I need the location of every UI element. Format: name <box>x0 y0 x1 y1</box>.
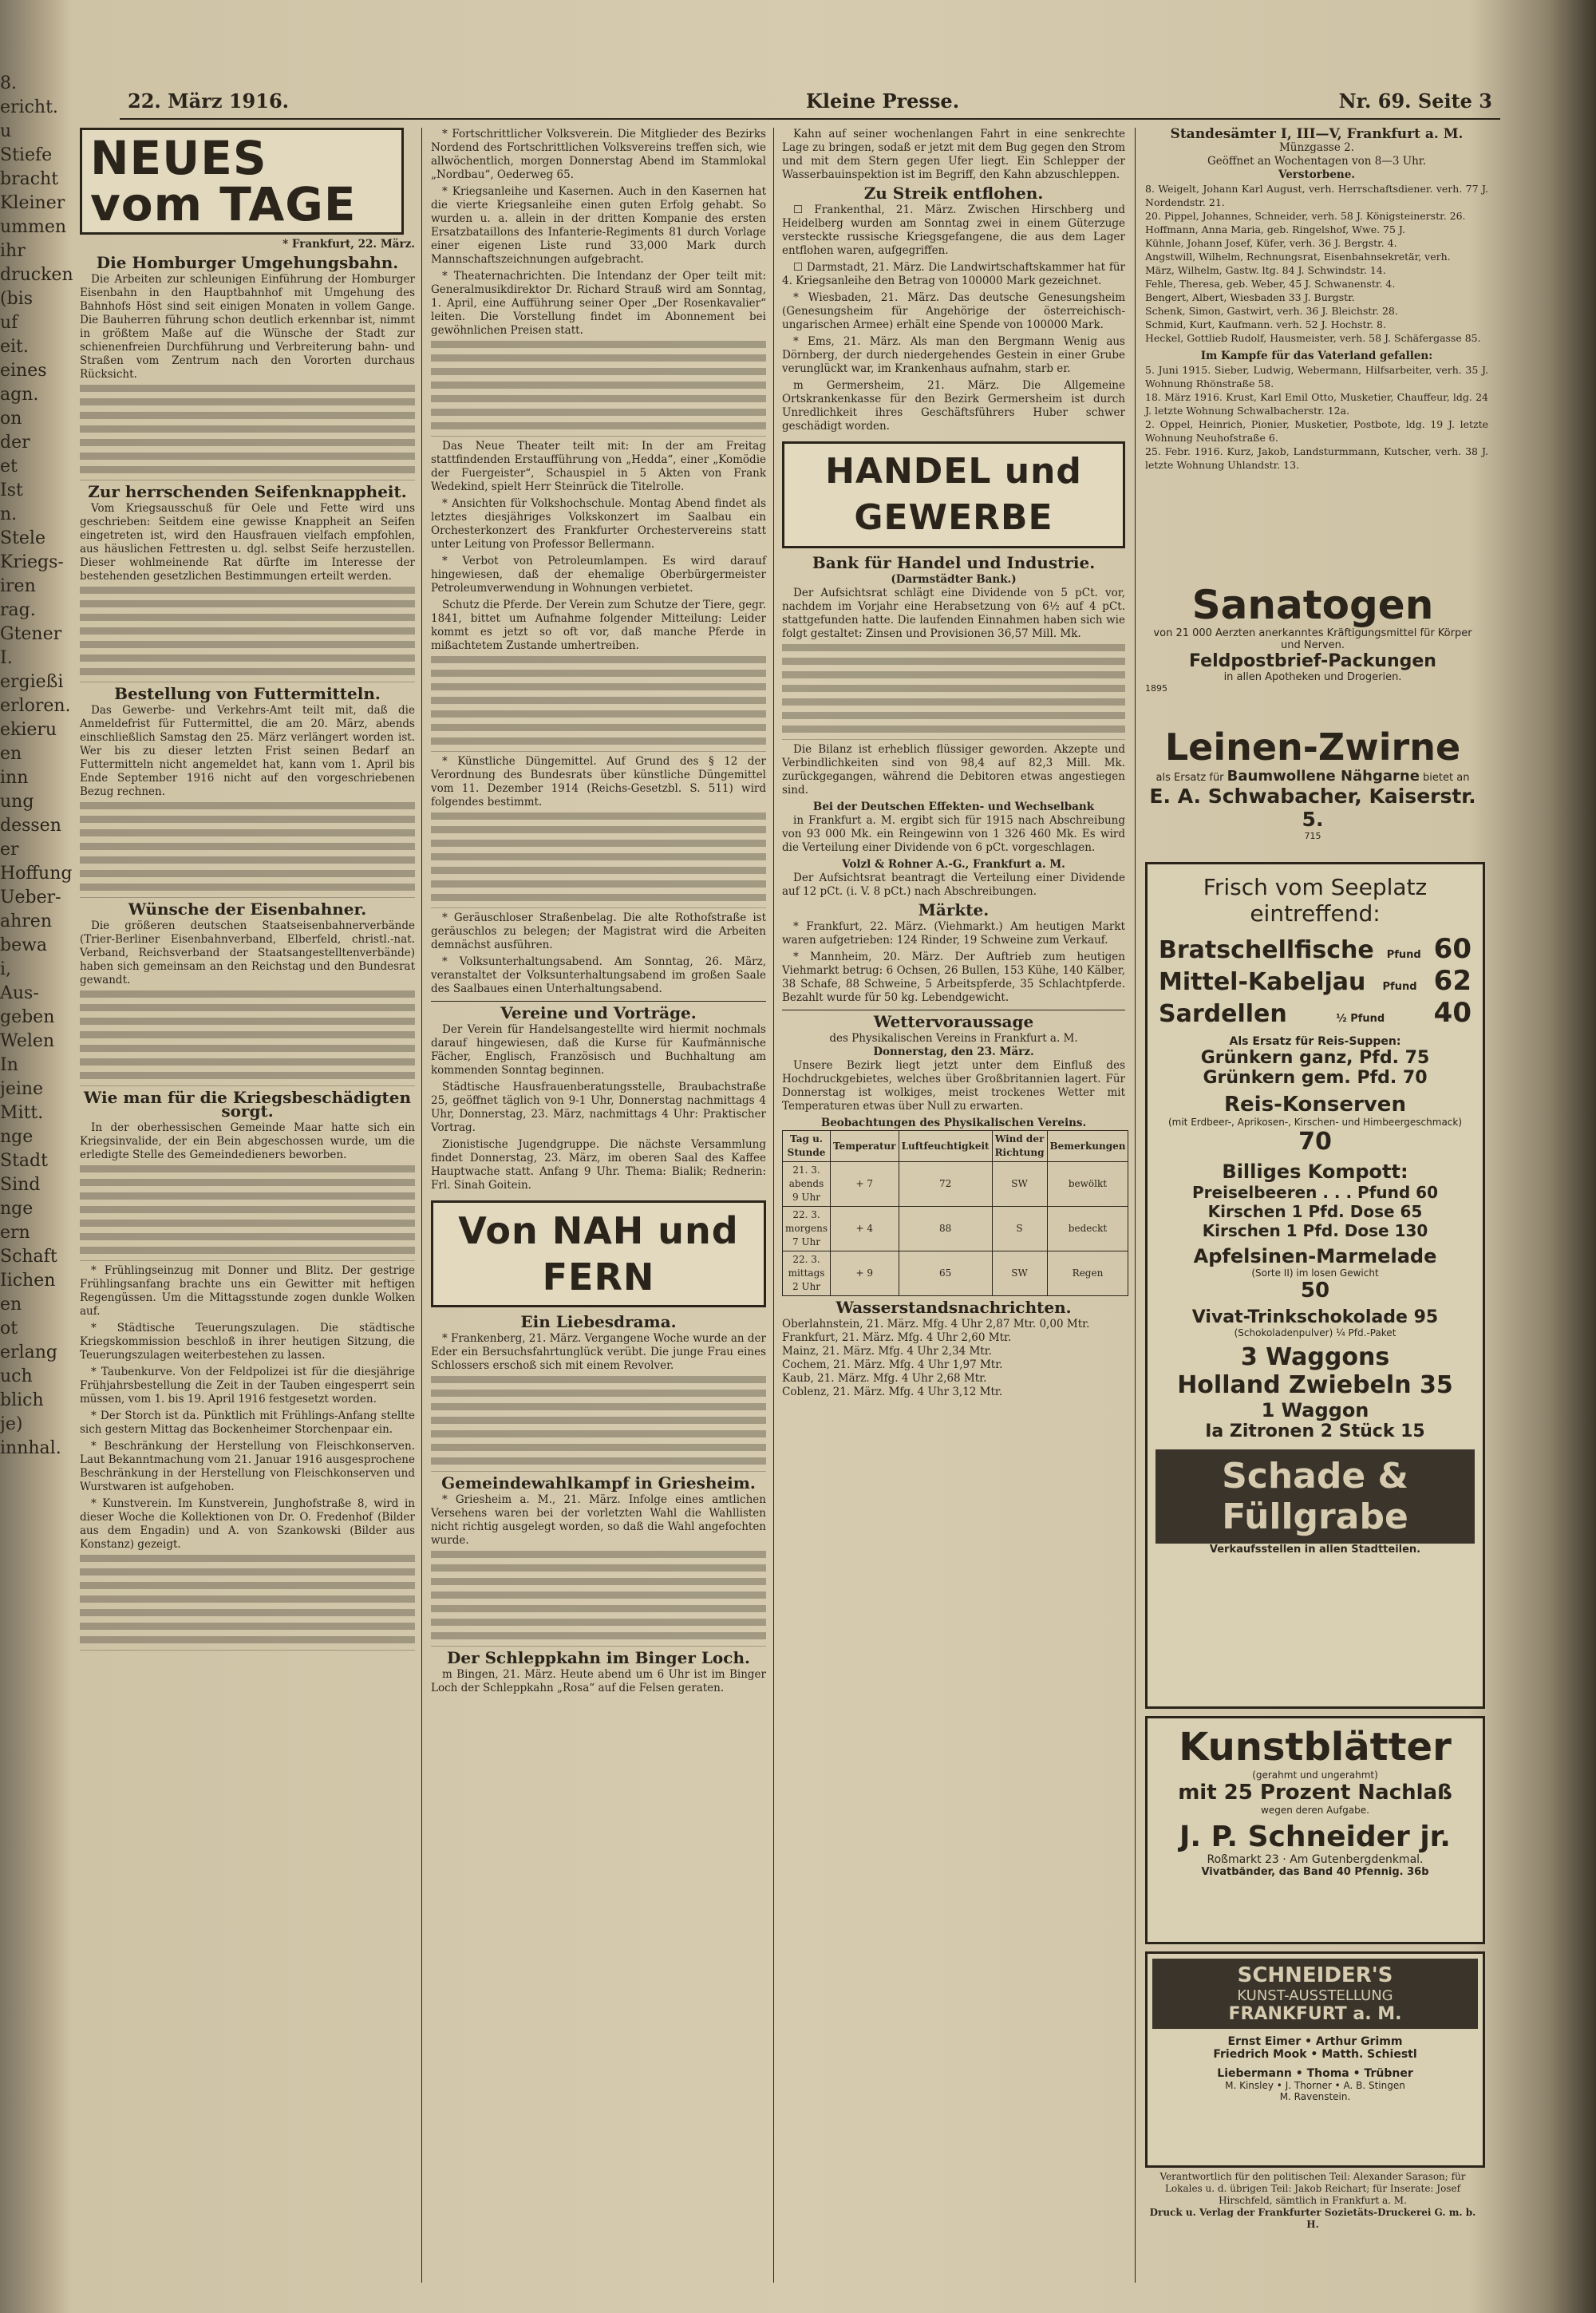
ad-text: als Ersatz für <box>1156 772 1224 784</box>
fragment-line: erloren. <box>0 696 71 716</box>
article-theater: * Theaternachrichten. Die Intendanz der Oper teilt mit: Generalmusikdirektor Dr. Richard Strauß wird am Sonntag, 1. April, eine Aufführung seiner Oper „Der Rosenkavalier“ leiten. Die Vorstellung findet im Abonnement bei gewöhnlichen Preisen statt. <box>431 270 766 337</box>
table-header: Luftfeuchtigkeit <box>899 1131 992 1162</box>
fragment-line: ot <box>0 1319 18 1338</box>
article-eisenbahner: Die größeren deutschen Staatseisenbahnerverbände (Trier-Berliner Eisenbahnverband, Elberfeld, christl.-nat. Verband, Reichsverband der Staatsangestelltenverbände) haben sich gemeinsam an den Reichstag und den Bundesrat gewandt. <box>80 919 415 986</box>
fragment-line: n. <box>0 504 18 524</box>
wetter-day: Donnerstag, den 23. März. <box>873 1046 1034 1058</box>
article-teuerung: * Städtische Teuerungszulagen. Die städtische Kriegskommission beschloß in ihrer heutigen Sitzung, die Teuerungszulagen weiterbestehen zu lassen. <box>80 1322 415 1362</box>
article-strassenbelag: * Geräuschloser Straßenbelag. Die alte Rothofstraße ist geräuschlos zu belegen; der Magistrat wird die Arbeiten demnächst ausführen. <box>431 911 766 951</box>
article-kriegsanleihe: * Kriegsanleihe und Kasernen. Auch in den Kasernen hat die vierte Kriegsanleihe einen guten Erfolg gehabt. So wurden u. a. allein in der dritten Kompanie des ersten Ersatzbataillons des Infanterie-Regiments 81 durch Vorlage einer eigenen Liste rund 33,000 Mark durch Mannschaftszeichnungen aufgebracht. <box>431 185 766 266</box>
table-cell: 88 <box>899 1207 992 1251</box>
fragment-line: Mitt. <box>0 1103 44 1123</box>
price-row <box>1159 997 1472 1029</box>
article-germersheim: m Germersheim, 21. März. Die Allgemeine Ortskrankenkasse für den Bezirk Germersheim ist durch Unredlichkeit ihres Geschäftsführers Huber schwer geschädigt worden. <box>782 379 1125 433</box>
price-row <box>1159 965 1472 997</box>
item-unit: Pfund <box>1382 981 1417 993</box>
ad-text: (mit Erdbeer-, Aprikosen-, Kirschen- und Himbeergeschmack) <box>1167 1117 1463 1128</box>
filler-text <box>431 1376 766 1472</box>
list-item: Schenk, Simon, Gastwirt, verh. 36 J. Bleichstr. 28. <box>1145 305 1398 317</box>
fragment-line: ummen <box>0 217 67 237</box>
ad-text: M. Ravenstein. <box>1279 2091 1351 2102</box>
fragment-line: on <box>0 409 22 429</box>
headline-eisenbahner: Wünsche der Eisenbahner. <box>128 900 367 919</box>
ad-text: in allen Apotheken und Drogerien. <box>1223 671 1402 683</box>
ad-code: 715 <box>1304 831 1321 841</box>
ad-text: Vivat-Trinkschokolade 95 <box>1191 1307 1439 1327</box>
table-cell: SW <box>992 1162 1047 1207</box>
list-item: Bengert, Albert, Wiesbaden 33 J. Burgstr. <box>1145 291 1355 303</box>
table-cell: bedeckt <box>1047 1207 1128 1251</box>
fragment-line: uch <box>0 1366 33 1386</box>
fragment-line: uf <box>0 313 18 333</box>
ad-title: Sanatogen <box>1191 582 1434 628</box>
list-item: Kühnle, Johann Josef, Küfer, verh. 36 J. Bergstr. 4. <box>1145 237 1397 249</box>
ad-firm: Schade & Füllgrabe <box>1156 1449 1475 1544</box>
wetter-source: des Physikalischen Vereins in Frankfurt a. M. <box>829 1032 1078 1045</box>
fragment-line: blich <box>0 1390 44 1410</box>
article-viehmarkt-mannheim: * Mannheim, 20. März. Der Auftrieb zum heutigen Viehmarkt betrug: 6 Ochsen, 26 Bullen, 153 Kühe, 140 Kälber, 38 Schafe, 88 Schweine, 5 Arbeitspferde, 35 Schlachtpferde. Bezahlt wurde für 50 kg. Lebendgewicht. <box>782 951 1125 1004</box>
headline-kriegsbeschaedigte: Wie man für die Kriegsbeschädigten sorgt. <box>83 1088 412 1121</box>
filler-text <box>782 644 1125 740</box>
list-item: 8. Weigelt, Johann Karl August, verh. Herrschaftsdiener. verh. 77 J. Nordendstr. 21. <box>1145 183 1488 208</box>
list-item: Coblenz, 21. März. Mfg. 4 Uhr 3,12 Mtr. <box>782 1386 1003 1398</box>
article-volksunterhaltung: * Volksunterhaltungsabend. Am Sonntag, 26. März, veranstaltet der Volksunterhaltungsabend im großen Saale des Saalbaues einen Unterhaltungsabend. <box>431 955 766 995</box>
article-seife: Vom Kriegsausschuß für Oele und Fette wird uns geschrieben: Seitdem eine gewisse Knappheit an Seifen eingetreten ist, wird den Hausfrauen vielfach empfohlen, aus häuslichen Fettresten u. dgl. selbst Seife herzustellen. Dieser wohlmeinende Rat dürfte im Interesse der bestehenden gesetzlichen Bestimmungen erteilt werden. <box>80 502 415 583</box>
filler-text <box>431 813 766 908</box>
standesamt-subtitle: Münzgasse 2. <box>1278 141 1355 154</box>
ad-text: mit 25 Prozent Nachlaß <box>1178 1781 1452 1805</box>
ad-text: wegen deren Aufgabe. <box>1261 1805 1369 1816</box>
fragment-line: Welen <box>0 1031 55 1051</box>
ad-code: 36b <box>1407 1866 1429 1878</box>
ad-text: Baumwollene Nähgarne <box>1227 768 1420 785</box>
fragment-line: Gtener <box>0 624 62 644</box>
table-cell: 72 <box>899 1162 992 1207</box>
table-row <box>783 1207 1128 1251</box>
ad-text: (gerahmt und ungerahmt) <box>1252 1769 1378 1781</box>
issue-number: Nr. 69. Seite 3 <box>1338 89 1492 113</box>
table-header: Tag u. Stunde <box>783 1131 831 1162</box>
logo-text: HANDEL und GEWERBE <box>825 451 1082 538</box>
ad-kunstblaetter: Kunstblätter (gerahmt und ungerahmt) mit 25 Prozent Nachlaß wegen deren Aufgabe. J. P. Schneider jr. Roßmarkt 23 · Am Gutenbergdenkmal. Vivatbänder, das Band 40 Pfennig. 36b <box>1145 1716 1485 1944</box>
fragment-line: agn. <box>0 385 39 405</box>
fragment-line: ergießi <box>0 672 64 692</box>
column-two <box>431 128 766 2283</box>
ad-text: (Sorte II) im losen Gewicht <box>1251 1267 1379 1279</box>
article-darmstadt: ☐ Darmstadt, 21. März. Die Landwirtschaftskammer hat für 4. Kriegsanleihe den Betrag von 100000 Mark gezeichnet. <box>782 261 1125 287</box>
item-price: 62 <box>1433 965 1472 997</box>
ad-text: Ia Zitronen 2 Stück 15 <box>1205 1421 1425 1441</box>
article-volzl: Der Aufsichtsrat beantragt die Verteilung einer Dividende auf 12 pCt. (i. V. 8 pCt.) nach Abschreibungen. <box>782 872 1125 898</box>
article-ems: * Ems, 21. März. Als man den Bergmann Wenig aus Dörnberg, der durch niedergehendes Gestein in einer Grube verunglückt war, im Krankenhaus aufnahm, starb er. <box>782 335 1125 375</box>
ad-text: Preiselbeeren . . . Pfund 60 <box>1192 1183 1438 1202</box>
article-frankenberg: * Frankenberg, 21. März. Vergangene Woche wurde an der Eder ein Bersuchsfahrtunglück verübt. Die junge Frau eines Schlossers erschoß sich mit einem Revolver. <box>431 1332 766 1372</box>
list-item: Schmid, Kurt, Kaufmann. verh. 52 J. Hochstr. 8. <box>1145 318 1386 330</box>
article-frankenthal: ☐ Frankenthal, 21. März. Zwischen Hirschberg und Heidelberg wurden am Sonntag zwei in einem Güterzuge versteckte russische Kriegsgefangene, die aus dem Lager entflohen waren, aufgegriffen. <box>782 204 1125 257</box>
fragment-line: Iichen <box>0 1271 56 1291</box>
standesamt-hours: Geöffnet an Wochentagen von 8—3 Uhr. <box>1207 155 1427 168</box>
article-neues-theater: Das Neue Theater teilt mit: In der am Freitag stattfindenden Erstaufführung von „Hedda“, einer „Komödie der Fuergeister“, Schauspiel in 5 Akten von Frank Wedekind, spielt Herr Steinrück die Titelrolle. <box>431 440 766 493</box>
table-cell: bewölkt <box>1047 1162 1128 1207</box>
filler-text <box>431 656 766 752</box>
ad-text: KUNST-AUSSTELLUNG <box>1237 1987 1393 2004</box>
article-tauben: * Taubenkurve. Von der Feldpolizei ist für die diesjährige Frühjahrsbestellung die Zeit in der Tauben eingesperrt sein müssen, vom 1. bis 19. April 1916 festgesetzt worden. <box>80 1366 415 1406</box>
fragment-line: et <box>0 457 18 476</box>
printer-text: Druck u. Verlag der Frankfurter Sozietäts-Druckerei G. m. b. H. <box>1149 2207 1476 2230</box>
headline-seife: Zur herrschenden Seifenknappheit. <box>88 482 407 501</box>
gefallen-list <box>1145 363 1488 472</box>
ad-text: Ernst Eimer • Arthur Grimm <box>1227 2035 1403 2048</box>
article-kunstverein: * Kunstverein. Im Kunstverein, Junghofstraße 8, wird in dieser Woche die Kollektionen von Dr. O. Fredenhof (Bilder aus dem Engadin) und A. von Szankowski (Bilder aus Konstanz) gezeigt. <box>80 1497 415 1551</box>
article-zionistisch: Zionistische Jugendgruppe. Die nächste Versammlung findet Donnerstag, 23. März, im oberen Saal des Kaffee Hauptwache statt. Anfang 9 Uhr. Thema: Bialik; Rednerin: Frl. Sinah Goitein. <box>431 1138 766 1192</box>
item-name: Sardellen <box>1159 1000 1287 1028</box>
article-fruehling: * Frühlingseinzug mit Donner und Blitz. Der gestrige Frühlingsanfang brachte uns ein Gewitter mit heftigen Regengüssen. Um die Mittagsstunde zogen dunkle Wolken auf. <box>80 1264 415 1318</box>
article-kriegsbeschaedigte: In der oberhessischen Gemeinde Maar hatte sich ein Kriegsinvalide, der ein Bein abgeschossen wurde, um die erledigte Stelle des Gemeindedieners beworben. <box>80 1121 415 1161</box>
filler-text <box>80 802 415 898</box>
fragment-line: erlang <box>0 1342 57 1362</box>
ad-schneiders-kunstausstellung <box>1145 1951 1485 2168</box>
ad-price: 50 <box>1300 1279 1330 1303</box>
list-item: 18. März 1916. Krust, Karl Emil Otto, Musketier, Chauffeur, ldg. 24 J. letzte Wohnung Schwalbacherstr. 12a. <box>1145 391 1488 417</box>
filler-text <box>80 1165 415 1261</box>
fragment-line: ihr <box>0 241 26 261</box>
masthead <box>120 86 1500 120</box>
verstorbene-heading: Verstorbene. <box>1278 168 1356 181</box>
fragment-line: geben <box>0 1007 55 1027</box>
ad-price: 35 <box>1420 1371 1453 1399</box>
ad-text: Grünkern ganz, Pfd. 75 <box>1200 1048 1430 1068</box>
table-cell: 21. 3. abends 9 Uhr <box>783 1162 831 1207</box>
article-volksverein: * Fortschrittlicher Volksverein. Die Mitglieder des Bezirks Nordend des Fortschrittlichen Volksvereins treffen sich, wie allwöchentlich, morgen Donnerstag Abend im Stammlokal „Nordbau“, Oederweg 65. <box>431 128 766 181</box>
table-header: Bemerkungen <box>1047 1131 1128 1162</box>
fragment-line: Ueber- <box>0 888 61 907</box>
fragment-line: ung <box>0 792 34 812</box>
list-item: 2. Oppel, Heinrich, Pionier, Musketier, Postbote, ldg. 19 J. letzte Wohnung Neuhofstraße 6. <box>1145 418 1488 444</box>
article-petroleum: * Verbot von Petroleumlampen. Es wird darauf hingewiesen, daß der ehemalige Oberbürgermeister Petroleumverwendung in Wohnungen verbietet. <box>431 555 766 595</box>
fragment-line: nge <box>0 1199 34 1219</box>
article-futtermittel: Das Gewerbe- und Verkehrs-Amt teilt mit, daß die Anmeldefrist für Futtermittel, die am 20. März, abends einschließlich Samstag den 25. März verlängert worden ist. Wer bis zu dieser letzten Frist seinen Bedarf an Futtermitteln nicht angemeldet hat, kann vom 1. April bis Ende September 1916 nicht auf den vorgeschriebenen Bezug rechnen. <box>80 704 415 798</box>
article-effektenbank: in Frankfurt a. M. ergibt sich für 1915 nach Abschreibung von 93 000 Mk. ein Reingewinn von 1 326 460 Mk. Es wird die Verteilung einer Dividende von 6 pCt. vorgeschlagen. <box>782 814 1125 854</box>
table-cell: SW <box>992 1251 1047 1296</box>
table-cell: + 4 <box>831 1207 899 1251</box>
table-cell: 65 <box>899 1251 992 1296</box>
fragment-line: bewa <box>0 935 48 955</box>
neues-vom-tage-logo <box>80 128 404 235</box>
ad-text: Am Gutenbergdenkmal. <box>1290 1853 1424 1866</box>
headline-homburger: Die Homburger Umgehungsbahn. <box>96 253 399 272</box>
list-item: Mainz, 21. März. Mfg. 4 Uhr 2,34 Mtr. <box>782 1345 992 1358</box>
headline-futtermittel: Bestellung von Futtermitteln. <box>114 684 381 703</box>
article-homburger: Die Arbeiten zur schleunigen Einführung der Homburger Eisenbahn in den Hauptbahnhof mit Umgehung des Bahnhofs Höst sind seit einigen Monaten in vollem Gange. Die Bauherren führung schon deutlich erkennbar ist, nimmt in größtem Maße auf die Wünsche der Stadt zur schienenfreien Durchführung und Verbreiterung bahn- und Straßen vom Zentrum nach den Vororten durchaus Rücksicht. <box>80 273 415 381</box>
list-item: Frankfurt, 21. März. Mfg. 4 Uhr 2,60 Mtr. <box>782 1331 1012 1344</box>
ad-text: 3 Waggons <box>1240 1343 1390 1371</box>
wasserstand-list <box>782 1318 1125 1399</box>
column-rule <box>1135 128 1136 2283</box>
fragment-line: je) <box>0 1414 23 1434</box>
fragment-line: Stadt <box>0 1151 48 1171</box>
fragment-line: u <box>0 121 12 141</box>
fragment-line: Schaft <box>0 1247 57 1267</box>
fish-price-list <box>1159 933 1472 1029</box>
item-unit: ½ Pfund <box>1336 1013 1385 1025</box>
ad-text: (Schokoladenpulver) ¼ Pfd.-Paket <box>1234 1327 1396 1338</box>
list-item: Angstwill, Wilhelm, Rechnungsrat, Eisenbahnsekretär, verh. <box>1145 251 1451 263</box>
item-name: Mittel-Kabeljau <box>1159 968 1366 996</box>
ad-schade-fuellgrabe <box>1145 862 1485 1709</box>
fragment-line: inn <box>0 768 29 788</box>
article-duengemittel: * Künstliche Düngemittel. Auf Grund des § 12 der Verordnung des Bundesrats über künstliche Düngemittel vom 11. Dezember 1914 (Reichs-Gesetzbl. S. 511) wird folgendes bestimmt. <box>431 755 766 809</box>
fragment-line: ahren <box>0 911 52 931</box>
ad-text: Kirschen 1 Pfd. Dose 130 <box>1202 1221 1428 1240</box>
article-wiesbaden: * Wiesbaden, 21. März. Das deutsche Genesungsheim (Genesungsheim für Angehörige der österreichisch-ungarischen Armee) erhält eine Spende von 100000 Mark. <box>782 291 1125 331</box>
ad-text: Liebermann • Thoma • Trübner <box>1217 2067 1413 2080</box>
fragment-line: 8. <box>0 73 17 93</box>
fragment-line: innhal. <box>0 1438 61 1458</box>
fragment-line: nge <box>0 1127 34 1147</box>
filler-text <box>80 385 415 480</box>
fragment-line: Hoffung <box>0 864 73 884</box>
ad-text: Feldpostbrief-Packungen <box>1189 651 1436 671</box>
fragment-line: ern <box>0 1223 30 1243</box>
article-viehmarkt-frankfurt: * Frankfurt, 22. März. (Viehmarkt.) Am heutigen Markt waren aufgetrieben: 124 Rinder, 19 Schweine zum Verkauf. <box>782 920 1125 947</box>
list-item: Hoffmann, Anna Maria, geb. Ringelshof, Wwe. 75 J. <box>1145 223 1405 235</box>
table-title: Beobachtungen des Physikalischen Vereins. <box>820 1117 1087 1129</box>
article-handelsangestellte: Der Verein für Handelsangestellte wird hiermit nochmals darauf hingewiesen, daß die Kurse für Kaufmännische Fächer, Englisch, Französisch und Buchhaltung am kommenden Sonntag beginnen. <box>431 1023 766 1077</box>
article-fleischkonserven: * Beschränkung der Herstellung von Fleischkonserven. Laut Bekanntmachung vom 21. Januar 1916 ausgesprochene Beschränkung in der Herstellung von Fleischkonserven und Wurstwaren ist aufgehoben. <box>80 1440 415 1493</box>
ad-text: Apfelsinen-Marmelade <box>1193 1245 1437 1267</box>
fragment-line: er <box>0 840 19 860</box>
list-item: 20. Pippel, Johannes, Schneider, verh. 58 J. Königsteinerstr. 26. <box>1145 210 1466 222</box>
previous-page-fragments <box>0 72 73 2307</box>
verstorbene-list <box>1145 182 1488 345</box>
headline-bank: Bank für Handel und Industrie. <box>812 553 1096 572</box>
ad-title: Kunstblätter <box>1179 1725 1452 1769</box>
fragment-line: der <box>0 433 30 453</box>
headline-liebesdrama: Ein Liebesdrama. <box>520 1312 677 1331</box>
ad-title: Frisch vom Seeplatz eintreffend: <box>1203 874 1428 927</box>
ad-text: Vivatbänder, das Band 40 Pfennig. <box>1201 1866 1404 1878</box>
handel-und-gewerbe-logo <box>782 441 1125 548</box>
list-item: März, Wilhelm, Gastw. ltg. 84 J. Schwindstr. 14. <box>1145 264 1386 276</box>
fragment-line: Stele <box>0 528 45 548</box>
column-standesamt <box>1145 128 1488 575</box>
table-cell: 22. 3. mittags 2 Uhr <box>783 1251 831 1296</box>
table-cell: + 9 <box>831 1251 899 1296</box>
table-cell: Regen <box>1047 1251 1128 1296</box>
column-three <box>782 128 1125 2283</box>
newspaper-title: Kleine Presse. <box>806 89 960 113</box>
von-nah-und-fern-logo <box>431 1200 766 1307</box>
table-row <box>783 1251 1128 1296</box>
headline-wetter: Wettervoraussage <box>873 1012 1034 1031</box>
fragment-line: iren <box>0 576 36 596</box>
ad-firm: J. P. Schneider jr. <box>1179 1821 1451 1853</box>
fragment-line: I. <box>0 648 13 668</box>
ad-text: M. Kinsley • J. Thorner • A. B. Stingen <box>1225 2080 1405 2091</box>
fragment-line: dessen <box>0 816 61 836</box>
fragment-line: drucken <box>0 265 73 285</box>
ad-leinen-zwirne <box>1145 726 1480 854</box>
column-rule <box>773 128 774 2283</box>
ad-title: SCHNEIDER'S <box>1237 1963 1393 1987</box>
filler-text <box>80 587 415 682</box>
fragment-line: rag. <box>0 600 36 620</box>
article-storch: * Der Storch ist da. Pünktlich mit Frühlings-Anfang stellte sich gestern Mittag das Bockenheimer Storchenpaar ein. <box>80 1410 415 1436</box>
fragment-line: Sind <box>0 1175 41 1195</box>
ad-text: Reis-Konserven <box>1224 1093 1406 1117</box>
headline-streik: Zu Streik entflohen. <box>863 184 1044 203</box>
filler-text <box>431 1551 766 1647</box>
headline-vereine: Vereine und Vorträge. <box>500 1003 697 1022</box>
ad-text: FRANKFURT a. M. <box>1228 2004 1402 2024</box>
ad-code: 1895 <box>1145 683 1167 694</box>
article-wetter: Unsere Bezirk liegt jetzt unter dem Einfluß des Hochdruckgebietes, welches über Großbritannien lagert. Für Donnerstag ist wolkiges, meist trockenes Wetter mit Temperaturen etwas über Null zu erwarten. <box>782 1059 1125 1113</box>
fragment-line: ericht. <box>0 97 58 117</box>
column-neues-vom-tage <box>80 128 415 2283</box>
ad-text: Friedrich Mook • Matth. Schiestl <box>1213 2048 1417 2061</box>
weather-table <box>782 1130 1128 1296</box>
article-griesheim: * Griesheim a. M., 21. März. Infolge eines amtlichen Versehens waren bei der vorletzten Wahl die Wahllisten nicht richtig ausgelegt worden, so daß die Wahl angefochten wurde. <box>431 1493 766 1547</box>
fragment-line: eines <box>0 361 47 381</box>
ad-text: Verkaufsstellen in allen Stadtteilen. <box>1209 1544 1421 1556</box>
fragment-line: In <box>0 1055 18 1075</box>
headline-maerkte: Märkte. <box>918 900 990 919</box>
list-item: Kaub, 21. März. Mfg. 4 Uhr 2,68 Mtr. <box>782 1372 987 1385</box>
article-bank: Der Aufsichtsrat schlägt eine Dividende von 5 pCt. vor, nachdem im Vorjahr eine Herabsetzung von 6½ auf 4 pCt. stattgefunden hatte. Die laufenden Einnahmen haben sich wie folgt gestaltet: Zinsen und Provisionen 36,57 Mill. Mk. <box>782 587 1125 640</box>
ad-text: Grünkern gem. Pfd. 70 <box>1203 1068 1428 1088</box>
ad-text: Billiges Kompott: <box>1222 1160 1408 1183</box>
fragment-line: ekieru <box>0 720 57 740</box>
column-rule <box>421 128 422 2283</box>
item-unit: Pfund <box>1386 949 1421 961</box>
article-bingen: m Bingen, 21. März. Heute abend um 6 Uhr ist im Binger Loch der Schleppkahn „Rosa“ auf die Felsen geraten. <box>431 1668 766 1694</box>
list-item: Cochem, 21. März. Mfg. 4 Uhr 1,97 Mtr. <box>782 1358 1003 1371</box>
list-item: 5. Juni 1915. Sieber, Ludwig, Webermann, Hilfsarbeiter, verh. 35 J. Wohnung Rhönstraße 58. <box>1145 364 1488 389</box>
item-price: 40 <box>1433 997 1472 1029</box>
ad-sanatogen <box>1145 583 1480 714</box>
fragment-line: Stiefe <box>0 145 53 165</box>
subheadline-bank: (Darmstädter Bank.) <box>891 573 1017 586</box>
filler-text <box>80 990 415 1086</box>
article-bilanz: Die Bilanz ist erheblich flüssiger geworden. Akzepte und Verbindlichkeiten sind von 98,4 auf 82,3 Mill. Mk. zurückgegangen, während die Debitoren etwas angestiegen sind. <box>782 743 1125 797</box>
filler-text <box>431 341 766 437</box>
headline-wasserstand: Wasserstandsnachrichten. <box>836 1298 1072 1317</box>
table-header: Temperatur <box>831 1131 899 1162</box>
price-row <box>1159 933 1472 965</box>
headline-griesheim: Gemeindewahlkampf in Griesheim. <box>441 1473 756 1493</box>
fragment-line: Ist <box>0 480 23 500</box>
ad-text: Roßmarkt 23 <box>1207 1853 1279 1866</box>
fragment-line: i, <box>0 959 12 979</box>
table-row <box>783 1162 1128 1207</box>
ad-title: Leinen-Zwirne <box>1164 726 1461 769</box>
table-cell: + 7 <box>831 1162 899 1207</box>
fragment-line: Kriegs- <box>0 552 64 572</box>
filler-text <box>80 1555 415 1651</box>
headline-effektenbank: Bei der Deutschen Effekten- und Wechselbank <box>812 801 1095 813</box>
article-volkshochschule: * Ansichten für Volkshochschule. Montag Abend findet als letztes diesjähriges Volkskonzert im Saalbau ein Orchesterkonzert des Frankfurter Orchestervereins statt unter Leitung von Professor Bellermann. <box>431 497 766 551</box>
ad-firm: E. A. Schwabacher, Kaiserstr. 5. <box>1149 785 1476 831</box>
headline-volzl: Volzl & Rohner A.-G., Frankfurt a. M. <box>842 858 1065 871</box>
list-item: 25. Febr. 1916. Kurz, Jakob, Landsturmmann, Kutscher, verh. 38 J. letzte Wohnung Uhlandstr. 13. <box>1145 445 1488 471</box>
ad-text: Holland Zwiebeln <box>1177 1371 1412 1399</box>
item-name: Bratschellfische <box>1159 936 1374 964</box>
standesamt-title: Standesämter I, III—V, Frankfurt a. M. <box>1170 126 1464 142</box>
fragment-line: jeine <box>0 1079 44 1099</box>
newspaper-page <box>64 64 1500 2299</box>
gefallen-heading: Im Kampfe für das Vaterland gefallen: <box>1200 350 1433 362</box>
fragment-line: bracht <box>0 169 59 189</box>
list-item: Oberlahnstein, 21. März. Mfg. 4 Uhr 2,87 Mtr. 0,00 Mtr. <box>782 1318 1090 1330</box>
ad-text: von 21 000 Aerzten anerkanntes Kräftigungsmittel für Körper und Nerven. <box>1153 627 1472 651</box>
fragment-line: Kleiner <box>0 193 65 213</box>
headline-schleppkahn: Der Schleppkahn im Binger Loch. <box>447 1648 750 1667</box>
issue-date: 22. März 1916. <box>128 89 290 113</box>
ad-text: bietet an <box>1423 772 1470 784</box>
article-kahn: Kahn auf seiner wochenlangen Fahrt in eine senkrechte Lage zu bringen, sodaß er jetzt mit dem Bug gegen den Strom und mit dem Stern gegen Ufer liegt. Ein Schlepper der Wasserbauinspektion ist im Begriff, den Kahn abzuschleppen. <box>782 128 1125 181</box>
ad-text: 1 Waggon <box>1261 1399 1369 1421</box>
impressum <box>1145 2171 1480 2231</box>
fragment-line: en <box>0 1295 22 1315</box>
list-item: Fehle, Theresa, geb. Weber, 45 J. Schwanenstr. 4. <box>1145 278 1396 290</box>
article-hausfrauen: Städtische Hausfrauenberatungsstelle, Braubachstraße 25, geöffnet täglich von 9-1 Uhr, Donnerstag nachmittags 4 Uhr, Donnerstag, 23. März, nachmittags 4 Uhr: Praktischer Vortrag. <box>431 1081 766 1134</box>
article-pferde: Schutz die Pferde. Der Verein zum Schutze der Tiere, gegr. 1841, bittet um Aufnahme folgender Mitteilung: Leider kommt es jetzt so oft vor, daß manche Pferde in mißachtetem Zustande umhertreiben. <box>431 599 766 652</box>
table-cell: 22. 3. morgens 7 Uhr <box>783 1207 831 1251</box>
ad-text: Als Ersatz für Reis-Suppen: <box>1229 1035 1401 1048</box>
fragment-line: en <box>0 744 22 764</box>
fragment-line: (bis <box>0 289 33 309</box>
fragment-line: eit. <box>0 337 29 357</box>
table-header: Wind der Richtung <box>992 1131 1047 1162</box>
dateline: * Frankfurt, 22. März. <box>282 238 415 251</box>
ad-text: Kirschen 1 Pfd. Dose 65 <box>1207 1202 1423 1221</box>
impressum-text: Verantwortlich für den politischen Teil: Alexander Sarason; für Lokales u. d. übrigen Teil: Jakob Reichart; für Inserate: Josef Hirschfeld, sämtlich in Frankfurt a. M. <box>1159 2171 1466 2206</box>
list-item: Heckel, Gottlieb Rudolf, Hausmeister, verh. 58 J. Schäfergasse 85. <box>1145 332 1481 344</box>
logo-text: NEUES vom TAGE <box>90 131 357 231</box>
table-cell: S <box>992 1207 1047 1251</box>
ad-price: 70 <box>1298 1128 1332 1156</box>
fragment-line: Aus- <box>0 983 39 1003</box>
logo-text: Von NAH und FERN <box>458 1209 739 1299</box>
item-price: 60 <box>1433 933 1472 965</box>
